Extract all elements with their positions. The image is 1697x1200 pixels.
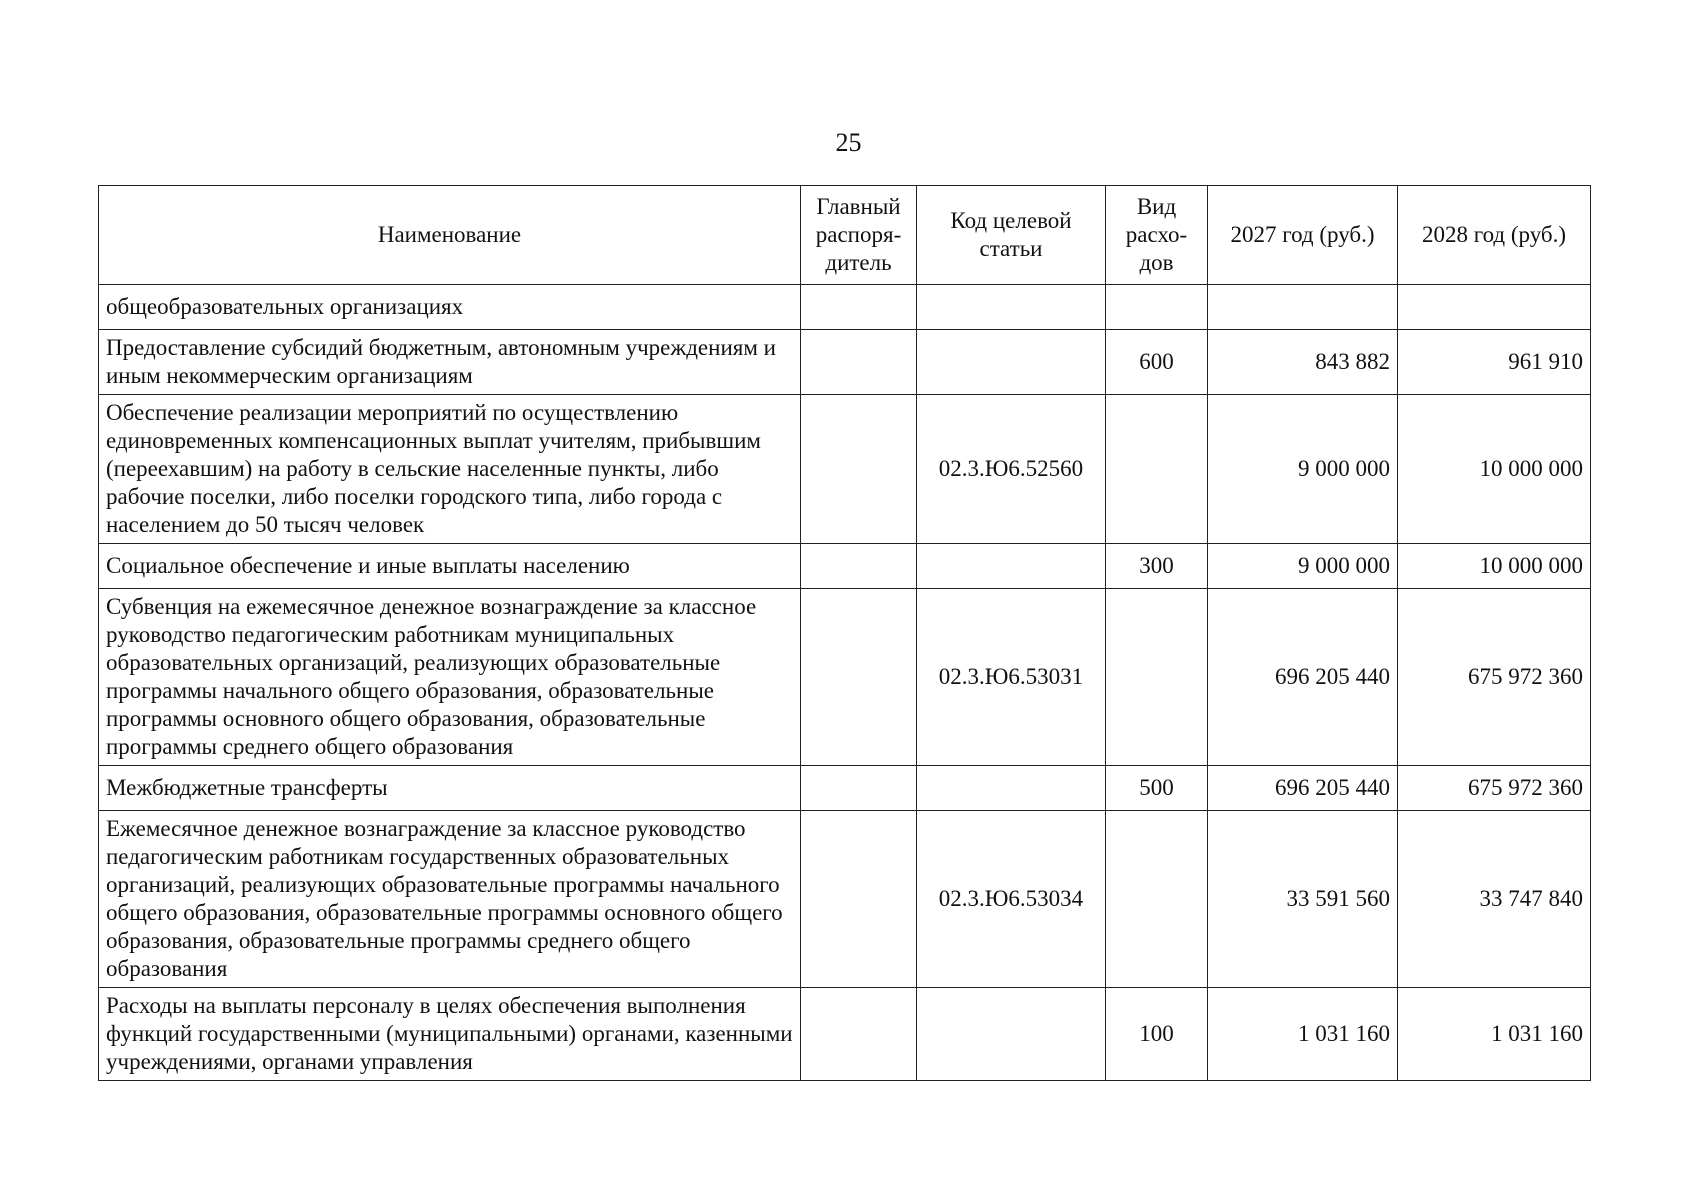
cell-expense-type: 100 xyxy=(1106,988,1208,1081)
cell-expense-type xyxy=(1106,811,1208,988)
cell-name: Предоставление субсидий бюджетным, автономным учреждениям и иным некоммерческим организациям xyxy=(99,330,801,395)
cell-name: Ежемесячное денежное вознаграждение за классное руководство педагогическим работникам государственных образовательных организаций, реализующих образовательные программы начального общего образования, образовательные программы основного общего образования, образовательные программы среднего общего образования xyxy=(99,811,801,988)
budget-table xyxy=(98,185,1591,1081)
header-expense-type: Вид расхо-дов xyxy=(1106,186,1208,285)
table-row xyxy=(99,589,1591,766)
cell-main-admin xyxy=(801,395,917,544)
cell-expense-type xyxy=(1106,395,1208,544)
table-row xyxy=(99,988,1591,1081)
cell-name: Обеспечение реализации мероприятий по осуществлению единовременных компенсационных выплат учителям, прибывшим (переехавшим) на работу в сельские населенные пункты, либо рабочие поселки, либо поселки городского типа, либо города с населением до 50 тысяч человек xyxy=(99,395,801,544)
cell-2027 xyxy=(1208,285,1398,330)
cell-expense-type xyxy=(1106,589,1208,766)
cell-name: Расходы на выплаты персоналу в целях обеспечения выполнения функций государственными (муниципальными) органами, казенными учреждениями, органами управления xyxy=(99,988,801,1081)
cell-2028: 33 747 840 xyxy=(1398,811,1591,988)
table-row xyxy=(99,330,1591,395)
cell-2028: 675 972 360 xyxy=(1398,766,1591,811)
cell-2028: 961 910 xyxy=(1398,330,1591,395)
cell-2028: 1 031 160 xyxy=(1398,988,1591,1081)
cell-name: Субвенция на ежемесячное денежное вознаграждение за классное руководство педагогическим работникам муниципальных образовательных организаций, реализующих образовательные программы начального общего образования, образовательные программы основного общего образования, образовательные программы среднего общего образования xyxy=(99,589,801,766)
cell-target-code xyxy=(917,766,1106,811)
cell-expense-type: 500 xyxy=(1106,766,1208,811)
cell-main-admin xyxy=(801,544,917,589)
header-year-2027: 2027 год (руб.) xyxy=(1208,186,1398,285)
table-row xyxy=(99,285,1591,330)
cell-name: Межбюджетные трансферты xyxy=(99,766,801,811)
header-name: Наименование xyxy=(99,186,801,285)
cell-2027: 9 000 000 xyxy=(1208,395,1398,544)
cell-target-code xyxy=(917,988,1106,1081)
table-row xyxy=(99,766,1591,811)
header-target-code: Код целевой статьи xyxy=(917,186,1106,285)
cell-main-admin xyxy=(801,811,917,988)
table-row xyxy=(99,811,1591,988)
cell-2028 xyxy=(1398,285,1591,330)
cell-2028: 10 000 000 xyxy=(1398,395,1591,544)
cell-main-admin xyxy=(801,285,917,330)
cell-target-code xyxy=(917,544,1106,589)
cell-expense-type: 600 xyxy=(1106,330,1208,395)
cell-2027: 9 000 000 xyxy=(1208,544,1398,589)
cell-2027: 1 031 160 xyxy=(1208,988,1398,1081)
cell-2027: 33 591 560 xyxy=(1208,811,1398,988)
cell-name: общеобразовательных организациях xyxy=(99,285,801,330)
cell-target-code: 02.3.Ю6.53031 xyxy=(917,589,1106,766)
cell-2027: 696 205 440 xyxy=(1208,766,1398,811)
cell-target-code: 02.3.Ю6.52560 xyxy=(917,395,1106,544)
header-year-2028: 2028 год (руб.) xyxy=(1398,186,1591,285)
cell-name: Социальное обеспечение и иные выплаты населению xyxy=(99,544,801,589)
cell-expense-type xyxy=(1106,285,1208,330)
cell-main-admin xyxy=(801,589,917,766)
cell-main-admin xyxy=(801,988,917,1081)
cell-2027: 696 205 440 xyxy=(1208,589,1398,766)
table-row xyxy=(99,544,1591,589)
cell-2028: 675 972 360 xyxy=(1398,589,1591,766)
cell-target-code xyxy=(917,330,1106,395)
page-number: 25 xyxy=(835,128,862,157)
cell-main-admin xyxy=(801,330,917,395)
header-main-admin: Главный распоря-дитель xyxy=(801,186,917,285)
table-header-row xyxy=(99,186,1591,285)
cell-target-code xyxy=(917,285,1106,330)
cell-target-code: 02.3.Ю6.53034 xyxy=(917,811,1106,988)
cell-expense-type: 300 xyxy=(1106,544,1208,589)
cell-main-admin xyxy=(801,766,917,811)
cell-2028: 10 000 000 xyxy=(1398,544,1591,589)
table-row xyxy=(99,395,1591,544)
cell-2027: 843 882 xyxy=(1208,330,1398,395)
